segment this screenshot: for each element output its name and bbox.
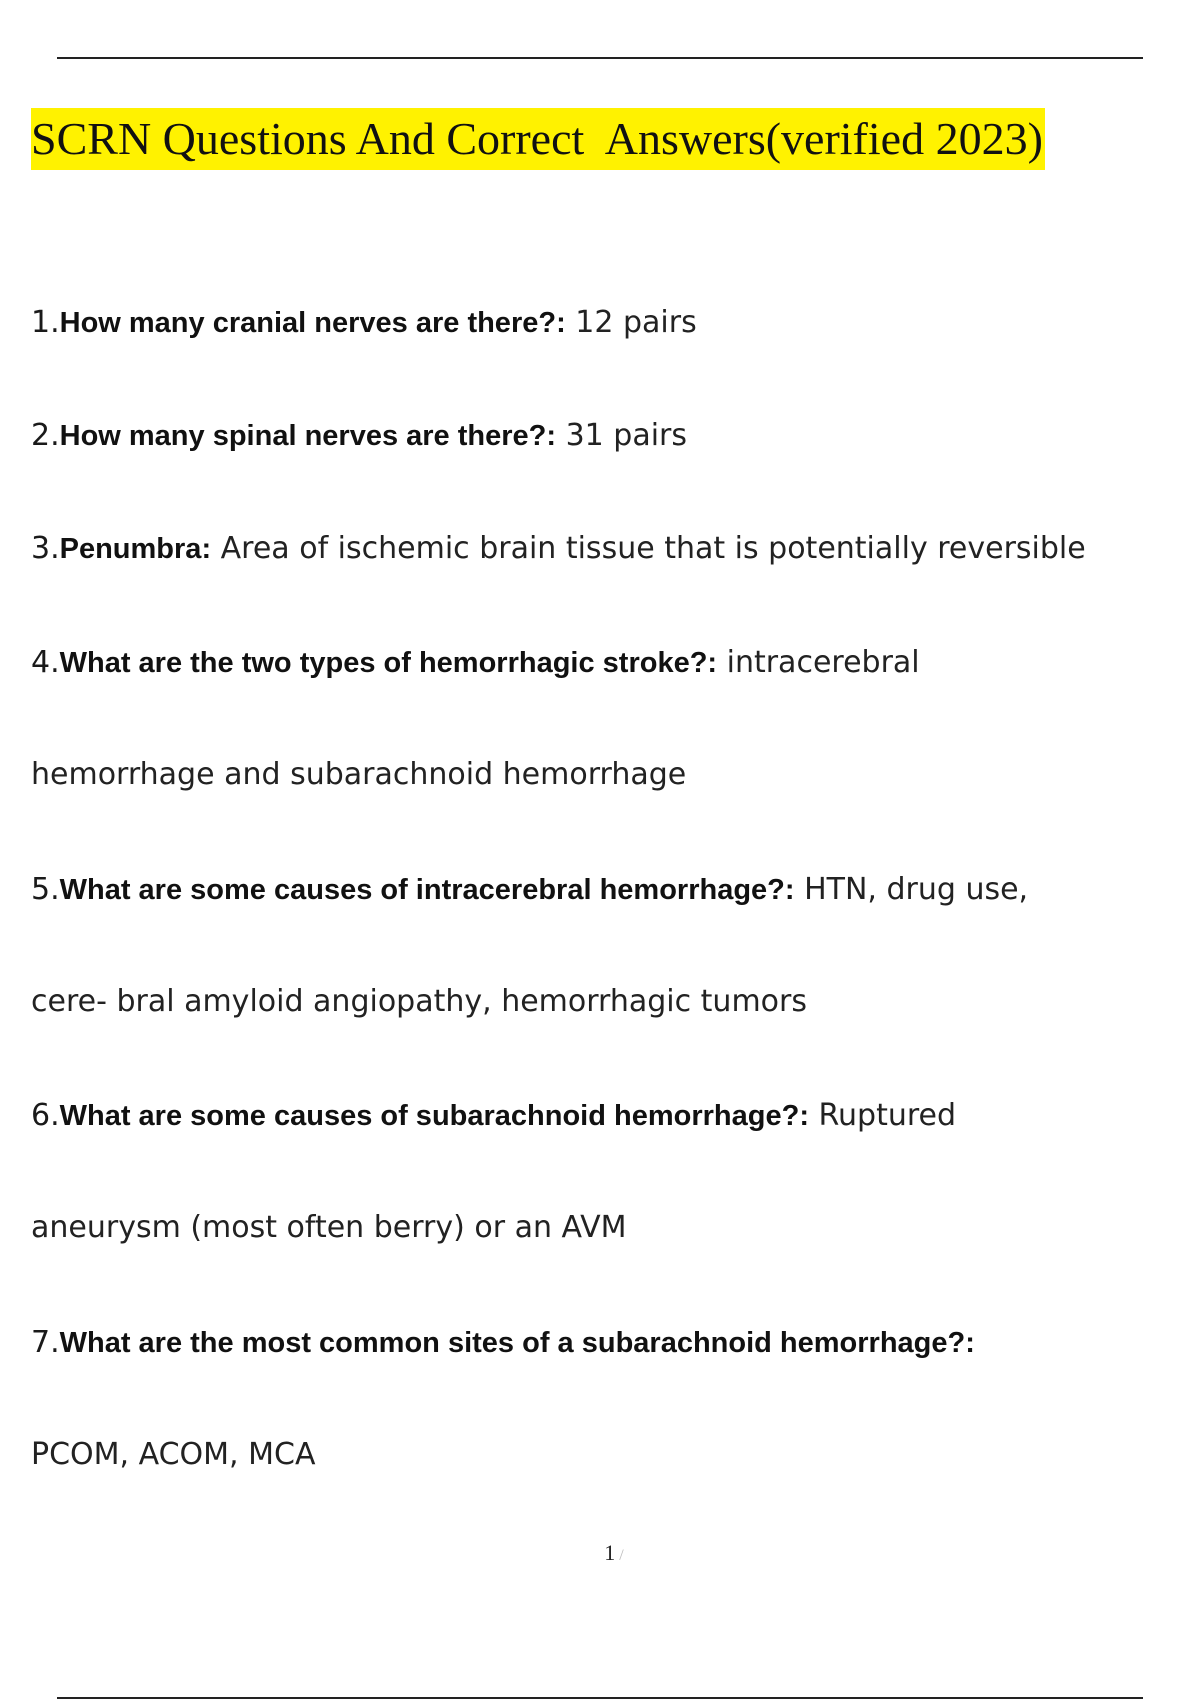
item-number: 3. [31,531,60,566]
question-text: How many cranial nerves are there?: [59,307,566,339]
item-number: 2. [31,418,60,453]
answer-continuation: aneurysm (most often berry) or an AVM [31,1210,627,1245]
answer-continuation: cere- bral amyloid angiopathy, hemorrhagic tumors [31,984,807,1019]
item-number: 4. [31,645,60,680]
item-number: 6. [31,1098,60,1133]
qa-item-6 [31,1059,1181,1173]
answer-continuation: hemorrhage and subarachnoid hemorrhage [31,757,687,792]
qa-item-3 [31,492,1181,606]
item-number: 1. [31,305,60,340]
question-text: How many spinal nerves are there?: [59,420,557,452]
qa-item-7 [31,1286,1181,1400]
question-text: Penumbra: [59,533,212,565]
item-number: 7. [31,1325,60,1360]
page-number-value: 1 [604,1540,616,1565]
question-text: What are some causes of intracerebral hemorrhage?: [59,874,795,906]
document-title: SCRN Questions And Correct Answers(verified 2023) [31,108,1045,170]
answer-text: 31 pairs [556,418,688,453]
answer-continuation: PCOM, ACOM, MCA [31,1437,316,1472]
question-text: What are the two types of hemorrhagic stroke?: [59,647,718,679]
answer-text: Area of ischemic brain tissue that is potentially reversible [211,531,1086,566]
answer-text: 12 pairs [565,305,697,340]
answer-text: HTN, drug use, [794,872,1029,907]
answer-text: Ruptured [808,1098,957,1133]
question-text: What are the most common sites of a subarachnoid hemorrhage?: [59,1327,975,1359]
top-rule [57,57,1143,59]
qa-item-5 [31,833,1181,947]
qa-item-4 [31,606,1181,720]
qa-item-2 [31,379,1181,493]
bottom-rule [57,1697,1143,1699]
page-number-suffix: / [619,1547,624,1564]
qa-item-1 [31,266,1181,380]
question-text: What are some causes of subarachnoid hemorrhage?: [59,1100,809,1132]
answer-text: intracerebral [717,645,920,680]
page-number [0,1540,1200,1566]
item-number: 5. [31,872,60,907]
